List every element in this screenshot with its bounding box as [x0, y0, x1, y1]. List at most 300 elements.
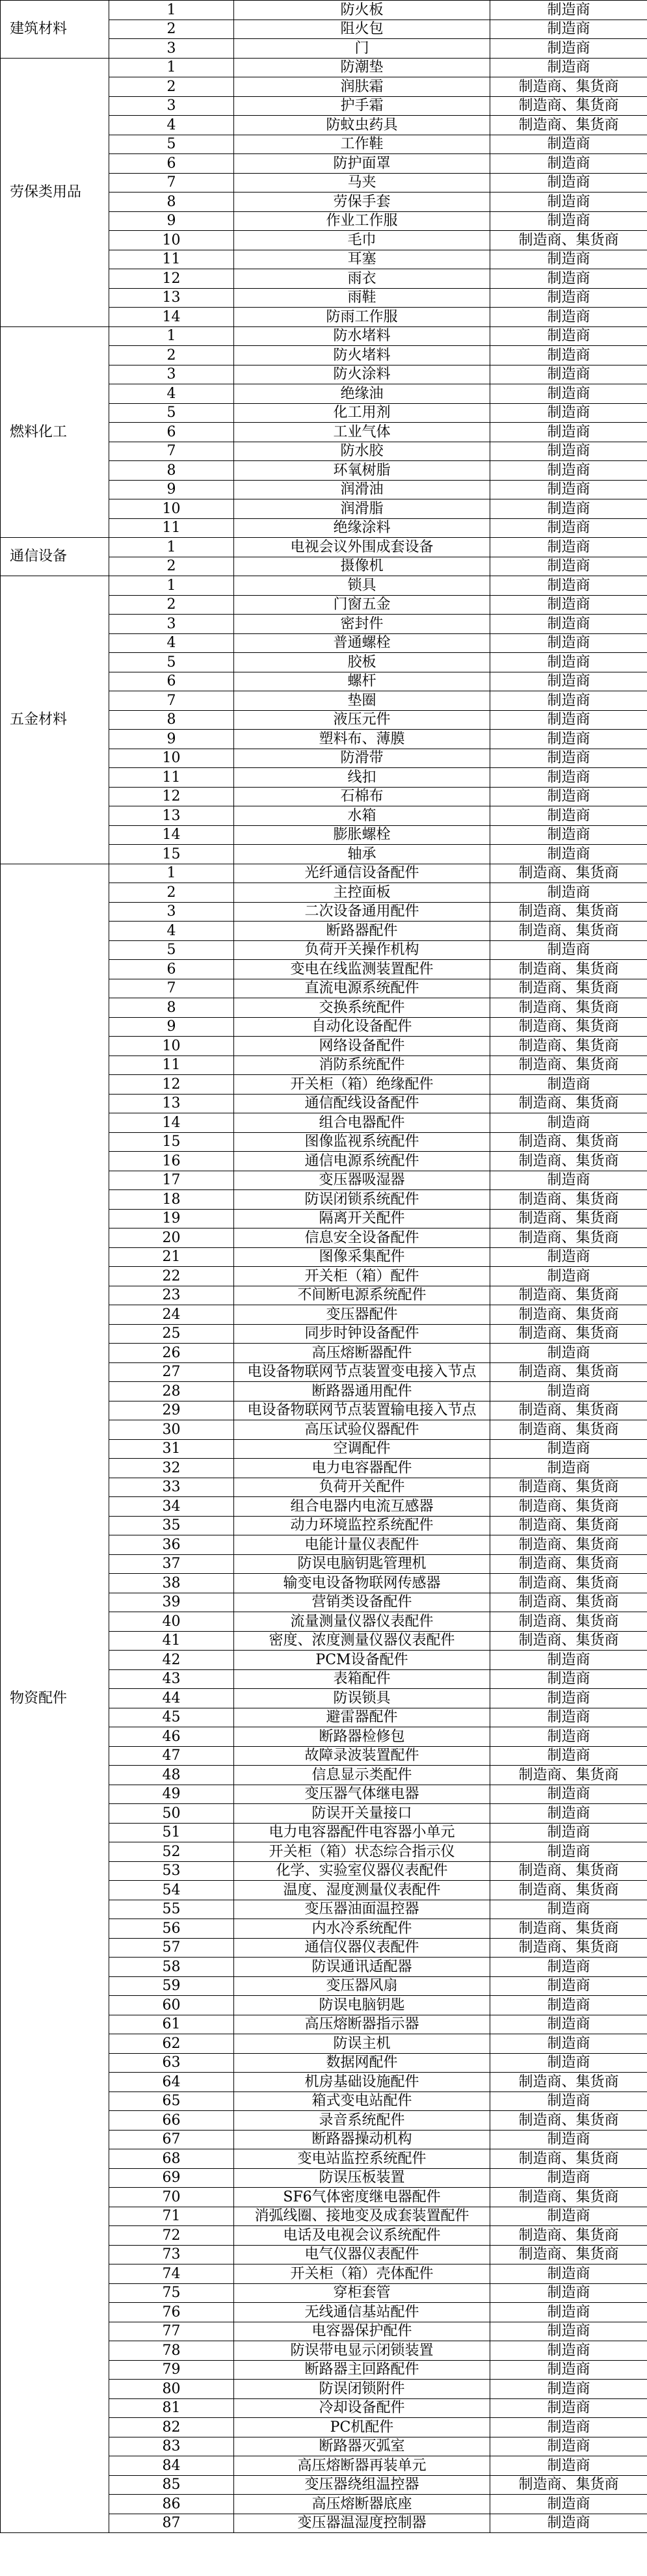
item-name-cell: 流量测量仪器仪表配件	[234, 1612, 490, 1632]
item-number-cell: 8	[109, 710, 234, 730]
supplier-type-cell: 制造商	[490, 883, 647, 903]
item-name-cell: 变压器气体继电器	[234, 1785, 490, 1804]
table-row	[1, 576, 647, 596]
item-number-cell: 27	[109, 1362, 234, 1382]
item-name-cell: 化工用剂	[234, 403, 490, 423]
supplier-type-cell: 制造商、集货商	[490, 998, 647, 1018]
item-number-cell: 4	[109, 384, 234, 404]
item-name-cell: 电设备物联网节点装置变电接入节点	[234, 1362, 490, 1382]
supplier-type-cell: 制造商	[490, 595, 647, 615]
item-number-cell: 53	[109, 1861, 234, 1881]
item-number-cell: 28	[109, 1382, 234, 1401]
item-number-cell: 1	[109, 326, 234, 346]
item-number-cell: 16	[109, 1152, 234, 1171]
supplier-type-cell: 制造商、集货商	[490, 1631, 647, 1651]
item-number-cell: 7	[109, 979, 234, 998]
supplier-type-cell: 制造商	[490, 2437, 647, 2456]
item-number-cell: 65	[109, 2091, 234, 2111]
item-name-cell: 组合电器配件	[234, 1113, 490, 1133]
item-name-cell: 摄像机	[234, 557, 490, 576]
supplier-type-cell: 制造商	[490, 346, 647, 365]
supplier-type-cell: 制造商	[490, 1247, 647, 1267]
supplier-type-cell: 制造商	[490, 154, 647, 174]
item-name-cell: 防误闭锁系统配件	[234, 1190, 490, 1210]
item-number-cell: 36	[109, 1535, 234, 1555]
supplier-type-cell: 制造商	[490, 135, 647, 154]
item-name-cell: 不间断电源系统配件	[234, 1286, 490, 1305]
item-number-cell: 81	[109, 2398, 234, 2418]
supplier-type-cell: 制造商	[490, 20, 647, 39]
item-name-cell: 作业工作服	[234, 211, 490, 231]
item-number-cell: 6	[109, 960, 234, 979]
item-name-cell: 防误带电显示闭锁装置	[234, 2341, 490, 2361]
table-row	[1, 1, 647, 20]
item-name-cell: 电视会议外围成套设备	[234, 538, 490, 557]
item-name-cell: 润滑脂	[234, 499, 490, 519]
item-name-cell: 断路器检修包	[234, 1727, 490, 1747]
item-number-cell: 33	[109, 1478, 234, 1497]
supplier-type-cell: 制造商、集货商	[490, 1094, 647, 1113]
item-number-cell: 35	[109, 1516, 234, 1535]
item-name-cell: 门窗五金	[234, 595, 490, 615]
supplier-type-cell: 制造商、集货商	[490, 1017, 647, 1037]
supplier-type-cell: 制造商	[490, 1823, 647, 1842]
item-name-cell: 直流电源系统配件	[234, 979, 490, 998]
supplier-type-cell: 制造商	[490, 1708, 647, 1727]
item-number-cell: 73	[109, 2245, 234, 2264]
supplier-type-cell: 制造商、集货商	[490, 1478, 647, 1497]
supplier-type-cell: 制造商	[490, 269, 647, 289]
supplier-type-cell: 制造商	[490, 1958, 647, 1977]
item-number-cell: 13	[109, 806, 234, 826]
supplier-type-cell: 制造商	[490, 461, 647, 481]
item-name-cell: 高压试验仪器配件	[234, 1420, 490, 1440]
supplier-type-cell: 制造商	[490, 2091, 647, 2111]
item-name-cell: 螺杆	[234, 672, 490, 691]
item-name-cell: 防雨工作服	[234, 308, 490, 327]
item-name-cell: 消防系统配件	[234, 1056, 490, 1075]
supplier-type-cell: 制造商、集货商	[490, 2149, 647, 2169]
item-name-cell: 防滑带	[234, 749, 490, 768]
supplier-type-cell: 制造商	[490, 173, 647, 193]
supplier-type-cell: 制造商	[490, 1746, 647, 1766]
item-number-cell: 11	[109, 1056, 234, 1075]
item-name-cell: 轴承	[234, 845, 490, 864]
item-number-cell: 10	[109, 499, 234, 519]
item-number-cell: 4	[109, 633, 234, 653]
item-name-cell: 输变电设备物联网传感器	[234, 1574, 490, 1593]
item-number-cell: 1	[109, 538, 234, 557]
item-number-cell: 2	[109, 883, 234, 903]
supplier-type-cell: 制造商、集货商	[490, 1037, 647, 1056]
item-number-cell: 9	[109, 730, 234, 749]
item-name-cell: 锁具	[234, 576, 490, 596]
supplier-type-cell: 制造商	[490, 576, 647, 596]
item-number-cell: 12	[109, 787, 234, 806]
item-number-cell: 34	[109, 1497, 234, 1517]
item-number-cell: 17	[109, 1171, 234, 1190]
supplier-type-cell: 制造商、集货商	[490, 2245, 647, 2264]
item-number-cell: 37	[109, 1554, 234, 1574]
item-number-cell: 15	[109, 845, 234, 864]
supplier-type-cell: 制造商	[490, 2398, 647, 2418]
item-number-cell: 7	[109, 691, 234, 711]
item-name-cell: 工业气体	[234, 423, 490, 442]
supplier-type-cell: 制造商、集货商	[490, 116, 647, 135]
item-number-cell: 64	[109, 2073, 234, 2092]
supplier-type-cell: 制造商	[490, 2168, 647, 2188]
item-name-cell: 动力环境监控系统配件	[234, 1516, 490, 1535]
item-number-cell: 82	[109, 2418, 234, 2437]
item-name-cell: 防误锁具	[234, 1689, 490, 1708]
supplier-type-cell: 制造商、集货商	[490, 1132, 647, 1152]
supplier-type-cell: 制造商、集货商	[490, 2111, 647, 2131]
supplier-type-cell: 制造商	[490, 2130, 647, 2149]
supplier-type-cell: 制造商	[490, 442, 647, 461]
supplier-type-cell: 制造商、集货商	[490, 1152, 647, 1171]
item-name-cell: 绝缘油	[234, 384, 490, 404]
item-number-cell: 3	[109, 39, 234, 59]
item-name-cell: 机房基础设施配件	[234, 2073, 490, 2092]
item-name-cell: 防误通讯适配器	[234, 1958, 490, 1977]
item-name-cell: 温度、湿度测量仪表配件	[234, 1881, 490, 1900]
item-number-cell: 79	[109, 2360, 234, 2380]
item-number-cell: 9	[109, 480, 234, 499]
supplier-type-cell: 制造商	[490, 1459, 647, 1478]
item-name-cell: 防火堵料	[234, 346, 490, 365]
item-name-cell: 录音系统配件	[234, 2111, 490, 2131]
item-name-cell: 变压器油面温控器	[234, 1900, 490, 1919]
supplier-type-cell: 制造商	[490, 710, 647, 730]
table-row	[1, 538, 647, 557]
supplier-type-cell: 制造商	[490, 1075, 647, 1095]
item-name-cell: 变电在线监测装置配件	[234, 960, 490, 979]
supplier-type-cell: 制造商、集货商	[490, 1919, 647, 1939]
item-name-cell: 毛巾	[234, 231, 490, 250]
item-number-cell: 2	[109, 77, 234, 97]
item-number-cell: 74	[109, 2264, 234, 2284]
supplier-type-cell: 制造商	[490, 2341, 647, 2361]
category-cell: 五金材料	[1, 576, 109, 864]
item-name-cell: 穿柜套管	[234, 2283, 490, 2303]
supplier-type-cell: 制造商	[490, 1344, 647, 1363]
item-name-cell: 变压器温湿度控制器	[234, 2514, 490, 2533]
supplier-type-cell: 制造商	[490, 1, 647, 20]
item-name-cell: 避雷器配件	[234, 1708, 490, 1727]
item-number-cell: 44	[109, 1689, 234, 1708]
supplier-type-cell: 制造商	[490, 557, 647, 576]
item-name-cell: 防水堵料	[234, 326, 490, 346]
supplier-type-cell: 制造商	[490, 691, 647, 711]
item-name-cell: 组合电器内电流互感器	[234, 1497, 490, 1517]
item-number-cell: 6	[109, 154, 234, 174]
item-name-cell: 绝缘涂料	[234, 518, 490, 538]
table-row	[1, 864, 647, 883]
category-cell: 物资配件	[1, 864, 109, 2533]
item-name-cell: 工作鞋	[234, 135, 490, 154]
supplier-type-cell: 制造商	[490, 423, 647, 442]
item-number-cell: 14	[109, 825, 234, 845]
item-number-cell: 41	[109, 1631, 234, 1651]
item-name-cell: 环氧树脂	[234, 461, 490, 481]
item-number-cell: 7	[109, 442, 234, 461]
item-number-cell: 52	[109, 1842, 234, 1862]
item-number-cell: 1	[109, 1, 234, 20]
item-name-cell: PC机配件	[234, 2418, 490, 2437]
item-name-cell: 防蚊虫药具	[234, 116, 490, 135]
item-number-cell: 19	[109, 1209, 234, 1228]
item-number-cell: 80	[109, 2380, 234, 2399]
item-number-cell: 6	[109, 423, 234, 442]
item-number-cell: 11	[109, 250, 234, 269]
supplier-type-cell: 制造商	[490, 1842, 647, 1862]
item-name-cell: 开关柜（箱）壳体配件	[234, 2264, 490, 2284]
item-number-cell: 31	[109, 1439, 234, 1459]
item-number-cell: 12	[109, 269, 234, 289]
item-number-cell: 84	[109, 2456, 234, 2476]
category-cell: 建筑材料	[1, 1, 109, 59]
supplier-type-cell: 制造商、集货商	[490, 1861, 647, 1881]
supplier-type-cell: 制造商	[490, 2264, 647, 2284]
item-name-cell: 防火板	[234, 1, 490, 20]
item-name-cell: 冷却设备配件	[234, 2398, 490, 2418]
supplier-type-cell: 制造商	[490, 787, 647, 806]
item-name-cell: 雨衣	[234, 269, 490, 289]
supplier-type-cell: 制造商、集货商	[490, 1938, 647, 1958]
item-name-cell: 信息显示类配件	[234, 1766, 490, 1785]
supplier-type-cell: 制造商	[490, 365, 647, 384]
item-name-cell: 开关柜（箱）状态综合指示仪	[234, 1842, 490, 1862]
supplier-type-cell: 制造商、集货商	[490, 2226, 647, 2246]
supplier-type-cell: 制造商	[490, 1996, 647, 2015]
item-name-cell: 防误电脑钥匙	[234, 1996, 490, 2015]
item-number-cell: 3	[109, 365, 234, 384]
item-name-cell: 负荷开关操作机构	[234, 940, 490, 960]
item-name-cell: 防火涂料	[234, 365, 490, 384]
item-name-cell: 箱式变电站配件	[234, 2091, 490, 2111]
supplier-type-cell: 制造商、集货商	[490, 1305, 647, 1325]
item-name-cell: PCM设备配件	[234, 1651, 490, 1670]
item-name-cell: 负荷开关配件	[234, 1478, 490, 1497]
item-number-cell: 48	[109, 1766, 234, 1785]
item-number-cell: 5	[109, 653, 234, 672]
supplier-type-cell: 制造商、集货商	[490, 1362, 647, 1382]
supplier-type-cell: 制造商	[490, 1113, 647, 1133]
supplier-type-cell: 制造商	[490, 845, 647, 864]
item-number-cell: 9	[109, 1017, 234, 1037]
item-number-cell: 3	[109, 615, 234, 634]
supplier-type-cell: 制造商、集货商	[490, 902, 647, 922]
item-name-cell: 马夹	[234, 173, 490, 193]
item-number-cell: 39	[109, 1593, 234, 1612]
item-name-cell: 护手霜	[234, 96, 490, 116]
supplier-type-cell: 制造商	[490, 384, 647, 404]
item-name-cell: 垫圈	[234, 691, 490, 711]
item-number-cell: 54	[109, 1881, 234, 1900]
item-number-cell: 10	[109, 231, 234, 250]
item-name-cell: 门	[234, 39, 490, 59]
supplier-type-cell: 制造商	[490, 250, 647, 269]
item-name-cell: 化学、实验室仪器仪表配件	[234, 1861, 490, 1881]
item-number-cell: 3	[109, 902, 234, 922]
item-number-cell: 78	[109, 2341, 234, 2361]
supplier-type-cell: 制造商	[490, 940, 647, 960]
item-number-cell: 23	[109, 1286, 234, 1305]
item-name-cell: 电设备物联网节点装置输电接入节点	[234, 1401, 490, 1420]
item-number-cell: 11	[109, 768, 234, 788]
item-number-cell: 38	[109, 1574, 234, 1593]
item-name-cell: 变电站监控系统配件	[234, 2149, 490, 2169]
item-number-cell: 20	[109, 1228, 234, 1248]
supplier-type-cell: 制造商、集货商	[490, 231, 647, 250]
supplier-type-cell: 制造商	[490, 2053, 647, 2073]
item-name-cell: 电容器保护配件	[234, 2322, 490, 2341]
supplier-type-cell: 制造商	[490, 1382, 647, 1401]
item-number-cell: 60	[109, 1996, 234, 2015]
supplier-type-cell: 制造商	[490, 1171, 647, 1190]
item-name-cell: 防误开关量接口	[234, 1804, 490, 1824]
supplier-type-cell: 制造商	[490, 1900, 647, 1919]
item-name-cell: 高压熔断器底座	[234, 2495, 490, 2514]
item-number-cell: 71	[109, 2207, 234, 2226]
item-number-cell: 62	[109, 2034, 234, 2054]
item-name-cell: 信息安全设备配件	[234, 1228, 490, 1248]
supplier-type-cell: 制造商	[490, 1804, 647, 1824]
supplier-type-cell: 制造商	[490, 2514, 647, 2533]
item-name-cell: 劳保手套	[234, 193, 490, 212]
supplier-type-cell: 制造商	[490, 2495, 647, 2514]
item-number-cell: 13	[109, 1094, 234, 1113]
item-number-cell: 49	[109, 1785, 234, 1804]
item-number-cell: 18	[109, 1190, 234, 1210]
supplier-type-cell: 制造商	[490, 806, 647, 826]
item-number-cell: 1	[109, 58, 234, 77]
item-number-cell: 1	[109, 864, 234, 883]
supplier-type-cell: 制造商	[490, 2380, 647, 2399]
item-number-cell: 55	[109, 1900, 234, 1919]
item-name-cell: 润滑油	[234, 480, 490, 499]
item-number-cell: 70	[109, 2188, 234, 2207]
supplier-type-cell: 制造商、集货商	[490, 1593, 647, 1612]
supplier-type-cell: 制造商	[490, 825, 647, 845]
item-number-cell: 2	[109, 595, 234, 615]
item-number-cell: 68	[109, 2149, 234, 2169]
item-name-cell: 塑料布、薄膜	[234, 730, 490, 749]
item-number-cell: 8	[109, 461, 234, 481]
item-number-cell: 76	[109, 2303, 234, 2322]
item-name-cell: 耳塞	[234, 250, 490, 269]
item-name-cell: 营销类设备配件	[234, 1593, 490, 1612]
item-number-cell: 14	[109, 1113, 234, 1133]
item-number-cell: 56	[109, 1919, 234, 1939]
item-number-cell: 6	[109, 672, 234, 691]
item-number-cell: 47	[109, 1746, 234, 1766]
supplier-type-cell: 制造商	[490, 326, 647, 346]
item-name-cell: 自动化设备配件	[234, 1017, 490, 1037]
item-name-cell: 电力电容器配件电容器小单元	[234, 1823, 490, 1842]
item-name-cell: 防误电脑钥匙管理机	[234, 1554, 490, 1574]
item-number-cell: 77	[109, 2322, 234, 2341]
item-number-cell: 30	[109, 1420, 234, 1440]
item-name-cell: 防误闭锁附件	[234, 2380, 490, 2399]
category-cell: 燃料化工	[1, 326, 109, 538]
item-number-cell: 8	[109, 193, 234, 212]
supplier-type-cell: 制造商	[490, 1727, 647, 1747]
item-name-cell: 隔离开关配件	[234, 1209, 490, 1228]
supplier-type-cell: 制造商	[490, 308, 647, 327]
item-name-cell: 密度、浓度测量仪器仪表配件	[234, 1631, 490, 1651]
supplier-type-cell: 制造商	[490, 1689, 647, 1708]
item-name-cell: 数据网配件	[234, 2053, 490, 2073]
item-number-cell: 12	[109, 1075, 234, 1095]
supplier-type-cell: 制造商、集货商	[490, 1190, 647, 1210]
item-name-cell: 密封件	[234, 615, 490, 634]
supplier-type-cell: 制造商、集货商	[490, 1401, 647, 1420]
supplier-type-cell: 制造商、集货商	[490, 2475, 647, 2495]
item-number-cell: 14	[109, 308, 234, 327]
item-name-cell: 开关柜（箱）绝缘配件	[234, 1075, 490, 1095]
supplier-type-cell: 制造商	[490, 2034, 647, 2054]
item-name-cell: 防误压板装置	[234, 2168, 490, 2188]
supplier-type-cell: 制造商	[490, 2322, 647, 2341]
supplier-type-cell: 制造商	[490, 193, 647, 212]
item-name-cell: 消弧线圈、接地变及成套装置配件	[234, 2207, 490, 2226]
item-name-cell: 主控面板	[234, 883, 490, 903]
table-body	[1, 1, 647, 2533]
item-number-cell: 72	[109, 2226, 234, 2246]
supplier-type-cell: 制造商	[490, 288, 647, 308]
item-number-cell: 50	[109, 1804, 234, 1824]
supplier-type-cell: 制造商	[490, 2207, 647, 2226]
item-number-cell: 26	[109, 1344, 234, 1363]
supplier-type-cell: 制造商、集货商	[490, 1535, 647, 1555]
item-number-cell: 3	[109, 96, 234, 116]
item-name-cell: 图像采集配件	[234, 1247, 490, 1267]
item-number-cell: 61	[109, 2015, 234, 2034]
item-name-cell: 防水胶	[234, 442, 490, 461]
item-name-cell: 防潮垫	[234, 58, 490, 77]
item-name-cell: 高压熔断器指示器	[234, 2015, 490, 2034]
supplier-type-cell: 制造商	[490, 1651, 647, 1670]
supplier-type-cell: 制造商	[490, 1267, 647, 1286]
item-number-cell: 15	[109, 1132, 234, 1152]
item-number-cell: 29	[109, 1401, 234, 1420]
item-number-cell: 4	[109, 116, 234, 135]
item-name-cell: 线扣	[234, 768, 490, 788]
item-number-cell: 21	[109, 1247, 234, 1267]
item-number-cell: 32	[109, 1459, 234, 1478]
supplier-type-cell: 制造商、集货商	[490, 1574, 647, 1593]
item-name-cell: 交换系统配件	[234, 998, 490, 1018]
item-number-cell: 24	[109, 1305, 234, 1325]
supplier-type-cell: 制造商	[490, 518, 647, 538]
item-name-cell: 断路器主回路配件	[234, 2360, 490, 2380]
supplier-type-cell: 制造商、集货商	[490, 960, 647, 979]
item-name-cell: 光纤通信设备配件	[234, 864, 490, 883]
item-number-cell: 2	[109, 346, 234, 365]
supplier-type-cell: 制造商	[490, 211, 647, 231]
item-name-cell: 变压器吸湿器	[234, 1171, 490, 1190]
item-number-cell: 63	[109, 2053, 234, 2073]
supplier-type-cell: 制造商、集货商	[490, 1554, 647, 1574]
item-number-cell: 9	[109, 211, 234, 231]
item-name-cell: 开关柜（箱）配件	[234, 1267, 490, 1286]
item-name-cell: 断路器配件	[234, 922, 490, 941]
item-number-cell: 46	[109, 1727, 234, 1747]
item-number-cell: 59	[109, 1976, 234, 1996]
supplier-type-cell: 制造商、集货商	[490, 1612, 647, 1632]
item-name-cell: 膨胀螺栓	[234, 825, 490, 845]
